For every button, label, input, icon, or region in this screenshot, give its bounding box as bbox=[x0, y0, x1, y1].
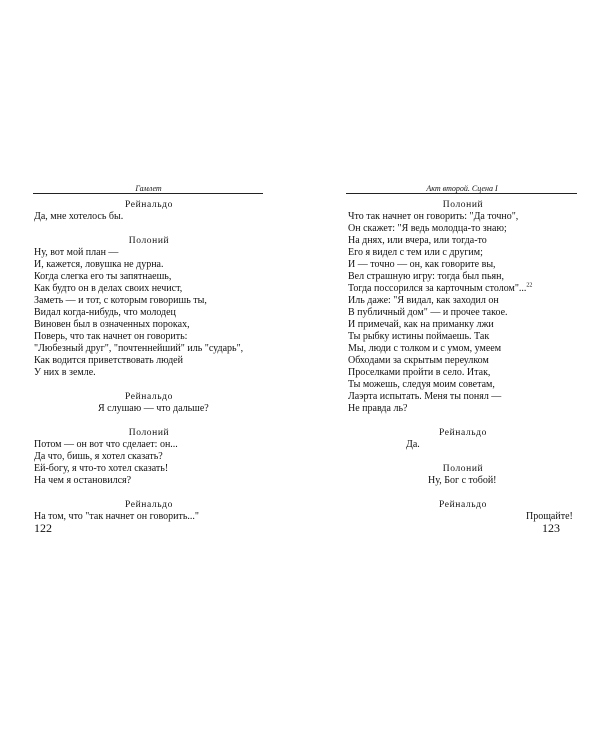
verse-line: Видал когда-нибудь, что молодец bbox=[34, 307, 176, 318]
verse-line: Он скажет: "Я ведь молодца-то знаю; bbox=[348, 223, 507, 234]
verse-line: Проселками пройти в село. Итак, bbox=[348, 367, 491, 378]
verse-line: Как будто он в делах своих нечист, bbox=[34, 283, 183, 294]
page-number: 122 bbox=[34, 521, 52, 535]
speaker-name: Полоний bbox=[442, 464, 484, 474]
verse-line: На том, что "так начнет он говорить..." bbox=[34, 511, 199, 522]
verse-line: Ты рыбку истины поймаешь. Так bbox=[348, 331, 490, 342]
verse-line: Вел страшную игру: тогда был пьян, bbox=[348, 271, 504, 282]
verse-line: В публичный дом" — и прочее такое. bbox=[348, 307, 508, 318]
verse-line: Его я видел с тем или с другим; bbox=[348, 247, 483, 258]
verse-line: На чем я остановился? bbox=[34, 475, 132, 486]
verse-line: Ей-богу, я что-то хотел сказать! bbox=[34, 463, 169, 474]
footnote-reference: 22 bbox=[526, 282, 533, 289]
speaker-name: Рейнальдо bbox=[125, 200, 173, 210]
header-rule bbox=[346, 193, 577, 194]
verse-line: Ты можешь, следуя моим советам, bbox=[348, 379, 495, 390]
verse-line: Мы, люди с толком и с умом, умеем bbox=[348, 343, 502, 354]
speaker-name: Полоний bbox=[442, 200, 484, 210]
verse-line: Ну, Бог с тобой! bbox=[428, 475, 497, 486]
running-head: Акт второй. Сцена I bbox=[426, 184, 498, 193]
right-page bbox=[300, 0, 600, 750]
verse-line: Я слушаю — что дальше? bbox=[98, 403, 209, 414]
verse-line: Что так начнет он говорить: "Да точно", bbox=[348, 211, 519, 222]
verse-line: "Любезный друг", "почтеннейший" иль "сударь", bbox=[34, 343, 244, 354]
verse-line: И, кажется, ловушка не дурна. bbox=[34, 259, 164, 270]
verse-line bbox=[348, 283, 588, 295]
verse-line: Поверь, что так начнет он говорить: bbox=[34, 331, 188, 342]
speaker-name: Рейнальдо bbox=[125, 392, 173, 402]
verse-line: Да, мне хотелось бы. bbox=[34, 211, 124, 222]
verse-line: На днях, или вчера, или тогда-то bbox=[348, 235, 487, 246]
verse-line: Да что, бишь, я хотел сказать? bbox=[34, 451, 163, 462]
verse-line: У них в земле. bbox=[34, 367, 96, 378]
verse-line: Да. bbox=[406, 439, 420, 450]
verse-line: Лаэрта испытать. Меня ты понял — bbox=[348, 391, 502, 402]
verse-line: Заметь — и тот, с которым говоришь ты, bbox=[34, 295, 207, 306]
speaker-name: Рейнальдо bbox=[439, 428, 487, 438]
text-block bbox=[348, 199, 588, 523]
text-block bbox=[34, 199, 274, 523]
speaker-name: Рейнальдо bbox=[125, 500, 173, 510]
verse-line: Как водится приветствовать людей bbox=[34, 355, 183, 366]
speaker-name: Полоний bbox=[128, 236, 170, 246]
verse-line-text: Тогда поссорился за карточным столом"... bbox=[348, 283, 527, 294]
running-head: Гамлет bbox=[135, 184, 162, 193]
verse-line: Виновен был в означенных пороках, bbox=[34, 319, 190, 330]
header-rule bbox=[33, 193, 263, 194]
verse-line: Когда слегка его ты запятнаешь, bbox=[34, 271, 172, 282]
verse-line: Не правда ль? bbox=[348, 403, 408, 414]
verse-line: И — точно — он, как говорите вы, bbox=[348, 259, 496, 270]
verse-line: Обходами за скрытым переулком bbox=[348, 355, 489, 366]
verse-line: И примечай, как на приманку лжи bbox=[348, 319, 494, 330]
page-number: 123 bbox=[542, 521, 560, 535]
speaker-name: Рейнальдо bbox=[439, 500, 487, 510]
verse-line: Потом — он вот что сделает: он... bbox=[34, 439, 178, 450]
verse-line: Иль даже: "Я видал, как заходил он bbox=[348, 295, 499, 306]
verse-line: Прощайте! bbox=[526, 511, 573, 522]
verse-line: Ну, вот мой план — bbox=[34, 247, 119, 258]
speaker-name: Полоний bbox=[128, 428, 170, 438]
